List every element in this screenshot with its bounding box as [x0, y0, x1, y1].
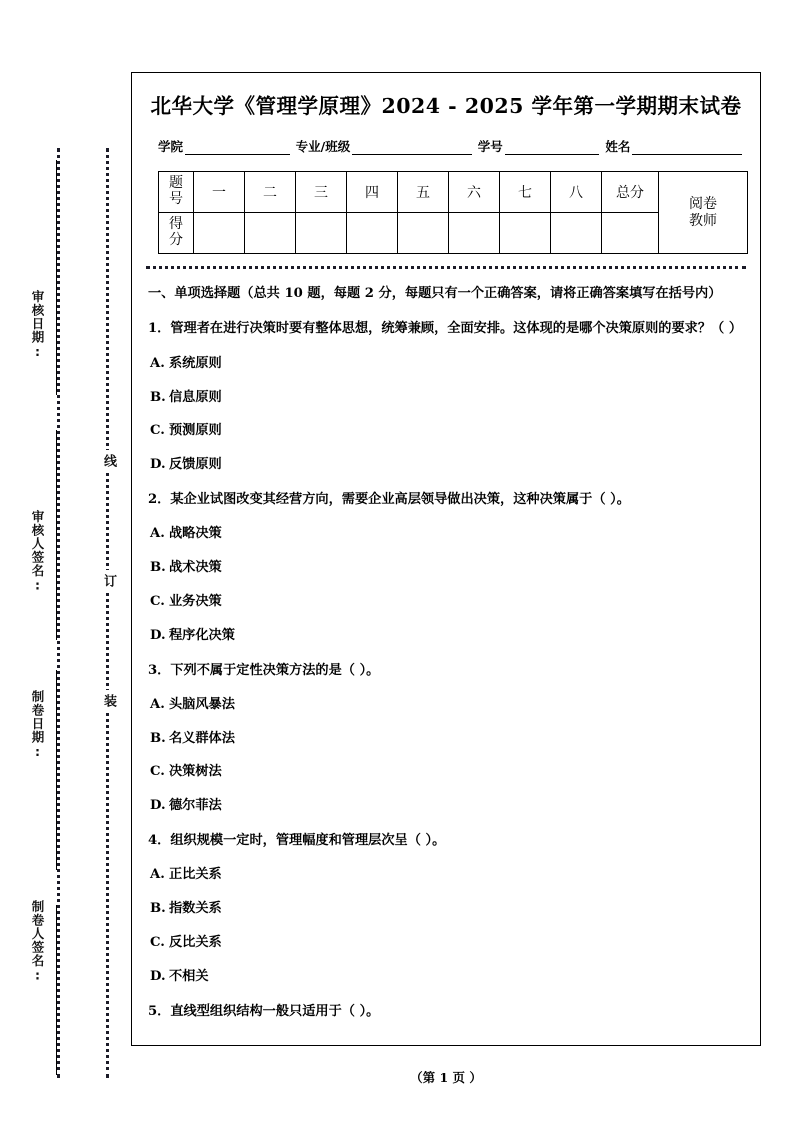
score-cell-6[interactable] [449, 213, 500, 254]
grading-teacher-line2: 教师 [689, 212, 717, 229]
field-label-student-id: 学号 [477, 139, 503, 154]
score-cell-2[interactable] [245, 213, 296, 254]
option-text: 德尔菲法 [169, 798, 222, 814]
question-4-option-c[interactable] [148, 933, 744, 953]
row-header-question-number-char2: 号 [169, 191, 183, 207]
exam-sheet [131, 72, 761, 1046]
field-label-name: 姓名 [605, 139, 631, 154]
question-1-option-c[interactable] [148, 421, 744, 441]
binding-margin [0, 0, 130, 1122]
row-header-score-char1: 得 [169, 216, 183, 233]
score-cell-4[interactable] [347, 213, 398, 254]
option-letter: D. [150, 457, 166, 473]
question-1-option-a[interactable] [148, 354, 744, 374]
grading-teacher-line1: 阅卷 [689, 195, 717, 212]
question-4-option-a[interactable] [148, 865, 744, 885]
page-footer: （第 1 页 ） [410, 1070, 482, 1085]
row-header-score [159, 213, 194, 254]
option-letter: A. [150, 696, 165, 712]
margin-label-review-date: 审核日期: [30, 290, 45, 360]
option-letter: B. [150, 560, 166, 576]
field-blank-major-class[interactable] [352, 141, 472, 155]
option-text: 战术决策 [169, 560, 222, 576]
option-letter: A. [150, 355, 165, 371]
margin-label-makepaper-date: 制卷日期: [30, 690, 45, 760]
question-3-option-d[interactable] [148, 796, 744, 816]
header-cell-1: 一 [194, 172, 245, 213]
option-text: 名义群体法 [169, 730, 235, 746]
score-cell-5[interactable] [398, 213, 449, 254]
question-stem-4: 4．组织规模一定时，管理幅度和管理层次呈（ ）。 [148, 833, 446, 849]
header-cell-4: 四 [347, 172, 398, 213]
score-table [158, 171, 748, 254]
header-cell-7: 七 [500, 172, 551, 213]
score-cell-total[interactable] [602, 213, 659, 254]
row-header-question-number [159, 172, 194, 213]
header-cell-6: 六 [449, 172, 500, 213]
question-3-option-a[interactable] [148, 695, 744, 715]
question-stem-3: 3．下列不属于定性决策方法的是（ ）。 [148, 662, 380, 678]
field-blank-student-id[interactable] [505, 141, 600, 155]
score-table-wrapper [158, 171, 734, 254]
option-letter: A. [150, 526, 165, 542]
question-1-option-b[interactable] [148, 388, 744, 408]
question-3-option-b[interactable] [148, 729, 744, 749]
option-text: 头脑风暴法 [169, 696, 235, 712]
question-stem-5: 5．直线型组织结构一般只适用于（ ）。 [148, 1003, 380, 1019]
exam-body [148, 283, 744, 1022]
option-text: 战略决策 [169, 526, 222, 542]
section-divider-dotted [146, 266, 746, 269]
option-letter: C. [150, 593, 165, 609]
question-4-option-b[interactable] [148, 899, 744, 919]
question-1-option-d[interactable] [148, 455, 744, 475]
option-letter: B. [150, 730, 166, 746]
option-letter: C. [150, 764, 165, 780]
option-letter: D. [150, 627, 166, 643]
score-cell-1[interactable] [194, 213, 245, 254]
option-text: 反比关系 [169, 935, 222, 951]
header-cell-grading-teacher [659, 172, 748, 254]
header-cell-2: 二 [245, 172, 296, 213]
option-text: 预测原则 [169, 423, 222, 439]
binding-dotted-line-inner [106, 148, 109, 1078]
option-text: 正比关系 [169, 867, 222, 883]
score-cell-7[interactable] [500, 213, 551, 254]
question-2-option-b[interactable] [148, 558, 744, 578]
field-label-major-class: 专业/班级 [295, 139, 351, 154]
header-cell-5: 五 [398, 172, 449, 213]
row-header-score-char2: 分 [169, 232, 183, 248]
option-letter: B. [150, 901, 166, 917]
header-cell-total: 总分 [602, 172, 659, 213]
seam-char-assemble: 装 [96, 690, 118, 711]
option-text: 业务决策 [169, 593, 222, 609]
section-heading-multiple-choice: 一、单项选择题（总共 10 题，每题 2 分，每题只有一个正确答案，请将正确答案填写在括号内） [148, 286, 722, 301]
option-letter: A. [150, 867, 165, 883]
header-cell-8: 八 [551, 172, 602, 213]
score-cell-3[interactable] [296, 213, 347, 254]
question-4-option-d[interactable] [148, 967, 744, 987]
question-stem-2: 2．某企业试图改变其经营方向，需要企业高层领导做出决策，这种决策属于（ ）。 [148, 491, 630, 507]
question-stem-1: 1．管理者在进行决策时要有整体思想，统筹兼顾，全面安排。这体现的是哪个决策原则的要求？（ ） [148, 321, 743, 337]
option-text: 程序化决策 [169, 627, 235, 643]
option-text: 信息原则 [169, 389, 222, 405]
option-text: 不相关 [169, 968, 209, 984]
page-title: 北华大学《管理学原理》2024 - 2025 学年第一学期期末试卷 [150, 94, 742, 118]
binding-dotted-line-outer [57, 148, 60, 1078]
option-letter: C. [150, 423, 165, 439]
option-letter: D. [150, 968, 166, 984]
option-text: 指数关系 [169, 901, 222, 917]
header-cell-3: 三 [296, 172, 347, 213]
seam-char-line: 线 [96, 450, 118, 471]
margin-label-reviewer-signature: 审核人签名: [30, 510, 45, 594]
field-label-college: 学院 [158, 139, 184, 154]
option-text: 反馈原则 [169, 457, 222, 473]
margin-label-makepaper-signature: 制卷人签名: [30, 900, 45, 984]
field-blank-name[interactable] [632, 141, 742, 155]
score-cell-8[interactable] [551, 213, 602, 254]
question-2-option-a[interactable] [148, 524, 744, 544]
option-letter: C. [150, 935, 165, 951]
table-row-question-numbers [159, 172, 748, 213]
question-3-option-c[interactable] [148, 762, 744, 782]
option-letter: D. [150, 798, 166, 814]
question-2-option-d[interactable] [148, 626, 744, 646]
option-text: 系统原则 [169, 355, 222, 371]
field-blank-college[interactable] [185, 141, 290, 155]
student-identity-line [158, 137, 742, 155]
seam-char-bind: 订 [96, 570, 118, 591]
option-text: 决策树法 [169, 764, 222, 780]
option-letter: B. [150, 389, 166, 405]
question-2-option-c[interactable] [148, 592, 744, 612]
row-header-question-number-char1: 题 [169, 175, 183, 192]
